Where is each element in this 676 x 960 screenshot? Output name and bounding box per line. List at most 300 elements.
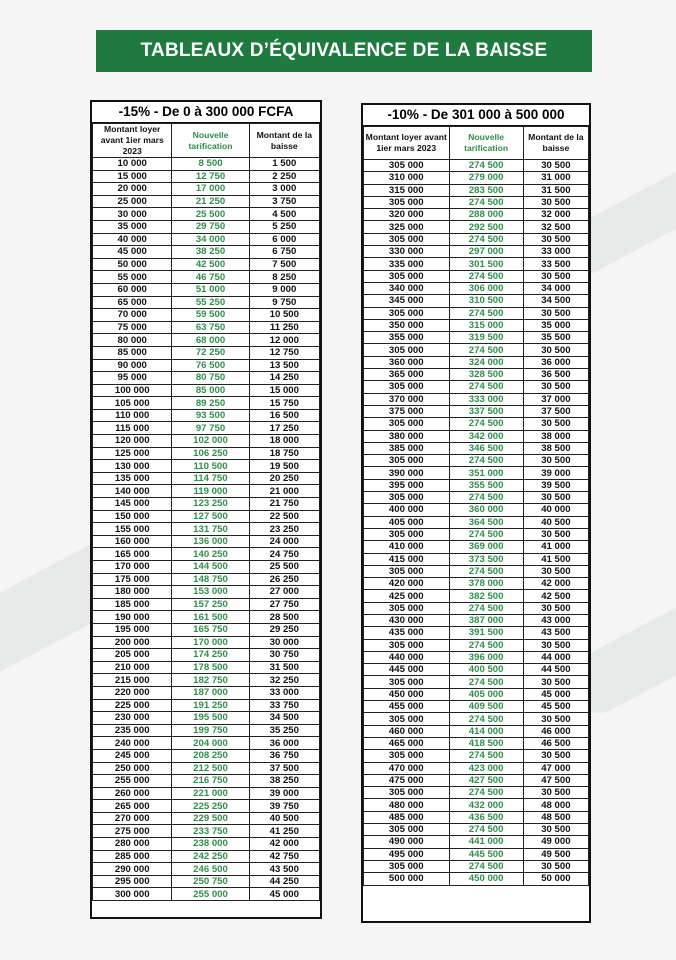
- old-rent-cell: 360 000: [364, 356, 450, 368]
- table-row: [364, 774, 589, 786]
- table-row: [93, 346, 320, 359]
- old-rent-cell: 305 000: [364, 528, 450, 540]
- reduction-cell: 39 000: [249, 787, 319, 800]
- reduction-cell: 30 500: [523, 270, 588, 282]
- table-row: [93, 195, 320, 208]
- table-row: [364, 381, 589, 393]
- table-row: [364, 676, 589, 688]
- old-rent-cell: 470 000: [364, 762, 450, 774]
- new-price-cell: 441 000: [449, 836, 523, 848]
- reduction-cell: 32 250: [249, 674, 319, 687]
- old-rent-cell: 420 000: [364, 578, 450, 590]
- reduction-cell: 24 750: [249, 548, 319, 561]
- table-row: [364, 442, 589, 454]
- reduction-cell: 46 500: [523, 737, 588, 749]
- new-price-cell: 396 000: [449, 651, 523, 663]
- reduction-cell: 39 500: [523, 479, 588, 491]
- old-rent-cell: 145 000: [93, 498, 172, 511]
- new-price-cell: 445 500: [449, 848, 523, 860]
- reduction-cell: 45 000: [249, 888, 319, 901]
- new-price-cell: 427 500: [449, 774, 523, 786]
- old-rent-cell: 485 000: [364, 811, 450, 823]
- reduction-cell: 27 750: [249, 598, 319, 611]
- new-price-cell: 274 500: [449, 492, 523, 504]
- table-row: [364, 713, 589, 725]
- table-row: [93, 170, 320, 183]
- table-row: [93, 258, 320, 271]
- reduction-cell: 12 750: [249, 346, 319, 359]
- new-price-cell: 342 000: [449, 430, 523, 442]
- old-rent-cell: 110 000: [93, 409, 172, 422]
- table-row: [364, 172, 589, 184]
- table-heading: -10% - De 301 000 à 500 000: [363, 105, 589, 126]
- old-rent-cell: 245 000: [93, 749, 172, 762]
- reduction-cell: 33 500: [523, 258, 588, 270]
- old-rent-cell: 115 000: [93, 422, 172, 435]
- reduction-cell: 9 000: [249, 283, 319, 296]
- old-rent-cell: 290 000: [93, 863, 172, 876]
- table-row: [93, 888, 320, 901]
- new-price-cell: 212 500: [172, 762, 249, 775]
- reduction-cell: 3 000: [249, 183, 319, 196]
- table-row: [93, 472, 320, 485]
- table-row: [93, 485, 320, 498]
- new-price-cell: 97 750: [172, 422, 249, 435]
- old-rent-cell: 305 000: [364, 787, 450, 799]
- old-rent-cell: 440 000: [364, 651, 450, 663]
- reduction-cell: 34 500: [523, 295, 588, 307]
- new-price-cell: 238 000: [172, 838, 249, 851]
- column-header-reduction: Montant de la baisse: [249, 124, 319, 158]
- table-row: [364, 799, 589, 811]
- new-price-cell: 246 500: [172, 863, 249, 876]
- reduction-cell: 47 000: [523, 762, 588, 774]
- old-rent-cell: 365 000: [364, 369, 450, 381]
- table-row: [364, 369, 589, 381]
- old-rent-cell: 190 000: [93, 611, 172, 624]
- reduction-cell: 48 000: [523, 799, 588, 811]
- table-row: [93, 523, 320, 536]
- table-row: [93, 321, 320, 334]
- old-rent-cell: 305 000: [364, 860, 450, 872]
- new-price-cell: 436 500: [449, 811, 523, 823]
- old-rent-cell: 460 000: [364, 725, 450, 737]
- old-rent-cell: 40 000: [93, 233, 172, 246]
- new-price-cell: 140 250: [172, 548, 249, 561]
- reduction-cell: 3 750: [249, 195, 319, 208]
- new-price-cell: 328 500: [449, 369, 523, 381]
- reduction-cell: 30 500: [523, 824, 588, 836]
- old-rent-cell: 425 000: [364, 590, 450, 602]
- old-rent-cell: 370 000: [364, 393, 450, 405]
- header-row: [364, 127, 589, 160]
- table-row: [364, 332, 589, 344]
- new-price-cell: 106 250: [172, 447, 249, 460]
- new-price-cell: 17 000: [172, 183, 249, 196]
- table-row: [93, 800, 320, 813]
- reduction-cell: 45 500: [523, 701, 588, 713]
- table-row: [93, 649, 320, 662]
- reduction-cell: 6 750: [249, 246, 319, 259]
- new-price-cell: 319 500: [449, 332, 523, 344]
- old-rent-cell: 275 000: [93, 825, 172, 838]
- table-row: [364, 824, 589, 836]
- table-row: [93, 775, 320, 788]
- new-price-cell: 225 250: [172, 800, 249, 813]
- table-row: [93, 397, 320, 410]
- new-price-cell: 250 750: [172, 875, 249, 888]
- old-rent-cell: 435 000: [364, 627, 450, 639]
- reduction-cell: 27 000: [249, 586, 319, 599]
- new-price-cell: 221 000: [172, 787, 249, 800]
- old-rent-cell: 80 000: [93, 334, 172, 347]
- new-price-cell: 274 500: [449, 676, 523, 688]
- old-rent-cell: 305 000: [364, 160, 450, 172]
- reduction-cell: 43 500: [249, 863, 319, 876]
- old-rent-cell: 305 000: [364, 750, 450, 762]
- new-price-cell: 301 500: [449, 258, 523, 270]
- new-price-cell: 8 500: [172, 158, 249, 171]
- reduction-cell: 30 500: [523, 233, 588, 245]
- table-row: [93, 812, 320, 825]
- old-rent-cell: 340 000: [364, 282, 450, 294]
- table-row: [364, 725, 589, 737]
- reduction-cell: 44 500: [523, 664, 588, 676]
- new-price-cell: 187 000: [172, 686, 249, 699]
- table-row: [364, 787, 589, 799]
- table-row: [93, 623, 320, 636]
- new-price-cell: 136 000: [172, 535, 249, 548]
- old-rent-cell: 225 000: [93, 699, 172, 712]
- old-rent-cell: 305 000: [364, 381, 450, 393]
- reduction-cell: 28 500: [249, 611, 319, 624]
- equivalence-table: [92, 123, 320, 901]
- reduction-cell: 18 750: [249, 447, 319, 460]
- table-row: [93, 309, 320, 322]
- table-row: [93, 674, 320, 687]
- new-price-cell: 274 500: [449, 713, 523, 725]
- old-rent-cell: 185 000: [93, 598, 172, 611]
- table-row: [364, 479, 589, 491]
- reduction-cell: 46 000: [523, 725, 588, 737]
- new-price-cell: 324 000: [449, 356, 523, 368]
- table-row: [93, 233, 320, 246]
- old-rent-cell: 315 000: [364, 184, 450, 196]
- reduction-cell: 18 000: [249, 435, 319, 448]
- reduction-cell: 30 500: [523, 418, 588, 430]
- old-rent-cell: 305 000: [364, 455, 450, 467]
- new-price-cell: 170 000: [172, 636, 249, 649]
- new-price-cell: 283 500: [449, 184, 523, 196]
- reduction-cell: 32 500: [523, 221, 588, 233]
- new-price-cell: 153 000: [172, 586, 249, 599]
- new-price-cell: 12 750: [172, 170, 249, 183]
- old-rent-cell: 95 000: [93, 372, 172, 385]
- reduction-cell: 30 500: [523, 860, 588, 872]
- old-rent-cell: 445 000: [364, 664, 450, 676]
- new-price-cell: 85 000: [172, 384, 249, 397]
- old-rent-cell: 305 000: [364, 196, 450, 208]
- old-rent-cell: 305 000: [364, 713, 450, 725]
- table-row: [364, 701, 589, 713]
- old-rent-cell: 395 000: [364, 479, 450, 491]
- new-price-cell: 63 750: [172, 321, 249, 334]
- new-price-cell: 195 500: [172, 712, 249, 725]
- reduction-cell: 32 000: [523, 209, 588, 221]
- table-row: [93, 686, 320, 699]
- reduction-cell: 47 500: [523, 774, 588, 786]
- table-row: [364, 873, 589, 885]
- new-price-cell: 55 250: [172, 296, 249, 309]
- old-rent-cell: 390 000: [364, 467, 450, 479]
- table-row: [364, 651, 589, 663]
- old-rent-cell: 500 000: [364, 873, 450, 885]
- table-row: [364, 184, 589, 196]
- table-row: [93, 460, 320, 473]
- reduction-cell: 30 500: [523, 528, 588, 540]
- reduction-cell: 6 000: [249, 233, 319, 246]
- reduction-cell: 31 000: [523, 172, 588, 184]
- new-price-cell: 242 250: [172, 850, 249, 863]
- table-row: [364, 492, 589, 504]
- new-price-cell: 274 500: [449, 565, 523, 577]
- new-price-cell: 423 000: [449, 762, 523, 774]
- new-price-cell: 279 000: [449, 172, 523, 184]
- old-rent-cell: 65 000: [93, 296, 172, 309]
- table-row: [93, 573, 320, 586]
- table-heading: -15% - De 0 à 300 000 FCFA: [92, 102, 320, 123]
- new-price-cell: 274 500: [449, 824, 523, 836]
- new-price-cell: 351 000: [449, 467, 523, 479]
- new-price-cell: 34 000: [172, 233, 249, 246]
- old-rent-cell: 350 000: [364, 319, 450, 331]
- table-row: [364, 614, 589, 626]
- new-price-cell: 274 500: [449, 160, 523, 172]
- reduction-cell: 19 500: [249, 460, 319, 473]
- table-row: [364, 528, 589, 540]
- reduction-cell: 40 500: [523, 516, 588, 528]
- reduction-cell: 44 000: [523, 651, 588, 663]
- reduction-cell: 8 250: [249, 271, 319, 284]
- old-rent-cell: 85 000: [93, 346, 172, 359]
- new-price-cell: 216 750: [172, 775, 249, 788]
- reduction-cell: 43 000: [523, 614, 588, 626]
- old-rent-cell: 280 000: [93, 838, 172, 851]
- old-rent-cell: 235 000: [93, 724, 172, 737]
- new-price-cell: 369 000: [449, 541, 523, 553]
- old-rent-cell: 20 000: [93, 183, 172, 196]
- table-row: [93, 372, 320, 385]
- table-row: [93, 787, 320, 800]
- old-rent-cell: 180 000: [93, 586, 172, 599]
- new-price-cell: 131 750: [172, 523, 249, 536]
- table-row: [93, 561, 320, 574]
- new-price-cell: 72 250: [172, 346, 249, 359]
- table-row: [364, 405, 589, 417]
- new-price-cell: 25 500: [172, 208, 249, 221]
- table-row: [93, 548, 320, 561]
- old-rent-cell: 105 000: [93, 397, 172, 410]
- new-price-cell: 89 250: [172, 397, 249, 410]
- reduction-cell: 21 750: [249, 498, 319, 511]
- table-row: [93, 283, 320, 296]
- old-rent-cell: 310 000: [364, 172, 450, 184]
- old-rent-cell: 140 000: [93, 485, 172, 498]
- reduction-cell: 30 500: [523, 750, 588, 762]
- reduction-cell: 31 500: [249, 661, 319, 674]
- old-rent-cell: 305 000: [364, 639, 450, 651]
- reduction-cell: 11 250: [249, 321, 319, 334]
- reduction-cell: 30 500: [523, 713, 588, 725]
- table-row: [364, 455, 589, 467]
- reduction-cell: 2 250: [249, 170, 319, 183]
- reduction-cell: 42 000: [523, 578, 588, 590]
- table-row: [93, 447, 320, 460]
- reduction-cell: 35 250: [249, 724, 319, 737]
- equivalence-table: [363, 126, 589, 886]
- reduction-cell: 16 500: [249, 409, 319, 422]
- reduction-cell: 30 500: [523, 676, 588, 688]
- old-rent-cell: 255 000: [93, 775, 172, 788]
- table-row: [93, 699, 320, 712]
- old-rent-cell: 125 000: [93, 447, 172, 460]
- table-row: [364, 541, 589, 553]
- new-price-cell: 337 500: [449, 405, 523, 417]
- old-rent-cell: 490 000: [364, 836, 450, 848]
- new-price-cell: 355 500: [449, 479, 523, 491]
- table-row: [93, 246, 320, 259]
- new-price-cell: 229 500: [172, 812, 249, 825]
- reduction-cell: 33 000: [523, 246, 588, 258]
- table-row: [364, 270, 589, 282]
- table-row: [364, 836, 589, 848]
- new-price-cell: 161 500: [172, 611, 249, 624]
- old-rent-cell: 120 000: [93, 435, 172, 448]
- new-price-cell: 191 250: [172, 699, 249, 712]
- new-price-cell: 42 500: [172, 258, 249, 271]
- old-rent-cell: 75 000: [93, 321, 172, 334]
- old-rent-cell: 60 000: [93, 283, 172, 296]
- old-rent-cell: 195 000: [93, 623, 172, 636]
- old-rent-cell: 330 000: [364, 246, 450, 258]
- reduction-cell: 21 000: [249, 485, 319, 498]
- table-row: [93, 586, 320, 599]
- new-price-cell: 306 000: [449, 282, 523, 294]
- old-rent-cell: 410 000: [364, 541, 450, 553]
- reduction-cell: 42 500: [523, 590, 588, 602]
- reduction-cell: 35 500: [523, 332, 588, 344]
- new-price-cell: 274 500: [449, 602, 523, 614]
- old-rent-cell: 270 000: [93, 812, 172, 825]
- old-rent-cell: 465 000: [364, 737, 450, 749]
- table-row: [93, 435, 320, 448]
- table-row: [364, 430, 589, 442]
- table-row: [93, 737, 320, 750]
- new-price-cell: 292 500: [449, 221, 523, 233]
- new-price-cell: 119 000: [172, 485, 249, 498]
- new-price-cell: 255 000: [172, 888, 249, 901]
- table-row: [364, 160, 589, 172]
- reduction-cell: 41 000: [523, 541, 588, 553]
- new-price-cell: 378 000: [449, 578, 523, 590]
- old-rent-cell: 305 000: [364, 492, 450, 504]
- table-row: [364, 344, 589, 356]
- reduction-cell: 5 250: [249, 220, 319, 233]
- table-row: [93, 636, 320, 649]
- new-price-cell: 157 250: [172, 598, 249, 611]
- reduction-cell: 30 500: [523, 344, 588, 356]
- table-row: [93, 838, 320, 851]
- new-price-cell: 165 750: [172, 623, 249, 636]
- old-rent-cell: 400 000: [364, 504, 450, 516]
- old-rent-cell: 10 000: [93, 158, 172, 171]
- new-price-cell: 414 000: [449, 725, 523, 737]
- new-price-cell: 29 750: [172, 220, 249, 233]
- reduction-cell: 20 250: [249, 472, 319, 485]
- table-row: [364, 762, 589, 774]
- table-row: [364, 737, 589, 749]
- old-rent-cell: 210 000: [93, 661, 172, 674]
- table-row: [364, 307, 589, 319]
- table-row: [93, 724, 320, 737]
- old-rent-cell: 305 000: [364, 602, 450, 614]
- reduction-cell: 35 000: [523, 319, 588, 331]
- old-rent-cell: 325 000: [364, 221, 450, 233]
- old-rent-cell: 175 000: [93, 573, 172, 586]
- table-row: [93, 762, 320, 775]
- reduction-cell: 38 250: [249, 775, 319, 788]
- reduction-cell: 37 500: [523, 405, 588, 417]
- reduction-cell: 42 750: [249, 850, 319, 863]
- reduction-cell: 15 750: [249, 397, 319, 410]
- new-price-cell: 382 500: [449, 590, 523, 602]
- new-price-cell: 204 000: [172, 737, 249, 750]
- old-rent-cell: 90 000: [93, 359, 172, 372]
- old-rent-cell: 405 000: [364, 516, 450, 528]
- reduction-cell: 33 750: [249, 699, 319, 712]
- reduction-cell: 37 000: [523, 393, 588, 405]
- table-10-percent: [361, 103, 591, 923]
- old-rent-cell: 305 000: [364, 824, 450, 836]
- reduction-cell: 40 500: [249, 812, 319, 825]
- reduction-cell: 24 000: [249, 535, 319, 548]
- table-row: [364, 578, 589, 590]
- reduction-cell: 34 500: [249, 712, 319, 725]
- reduction-cell: 30 500: [523, 160, 588, 172]
- reduction-cell: 41 500: [523, 553, 588, 565]
- old-rent-cell: 305 000: [364, 307, 450, 319]
- table-row: [364, 688, 589, 700]
- reduction-cell: 13 500: [249, 359, 319, 372]
- table-row: [93, 220, 320, 233]
- reduction-cell: 49 500: [523, 848, 588, 860]
- table-15-percent: [90, 100, 322, 919]
- old-rent-cell: 295 000: [93, 875, 172, 888]
- old-rent-cell: 450 000: [364, 688, 450, 700]
- reduction-cell: 4 500: [249, 208, 319, 221]
- reduction-cell: 9 750: [249, 296, 319, 309]
- column-header-old-rent: Montant loyer avant 1ier mars 2023: [364, 127, 450, 160]
- table-row: [93, 334, 320, 347]
- old-rent-cell: 305 000: [364, 565, 450, 577]
- reduction-cell: 17 250: [249, 422, 319, 435]
- old-rent-cell: 305 000: [364, 344, 450, 356]
- old-rent-cell: 385 000: [364, 442, 450, 454]
- new-price-cell: 114 750: [172, 472, 249, 485]
- table-row: [93, 850, 320, 863]
- reduction-cell: 23 250: [249, 523, 319, 536]
- reduction-cell: 30 500: [523, 455, 588, 467]
